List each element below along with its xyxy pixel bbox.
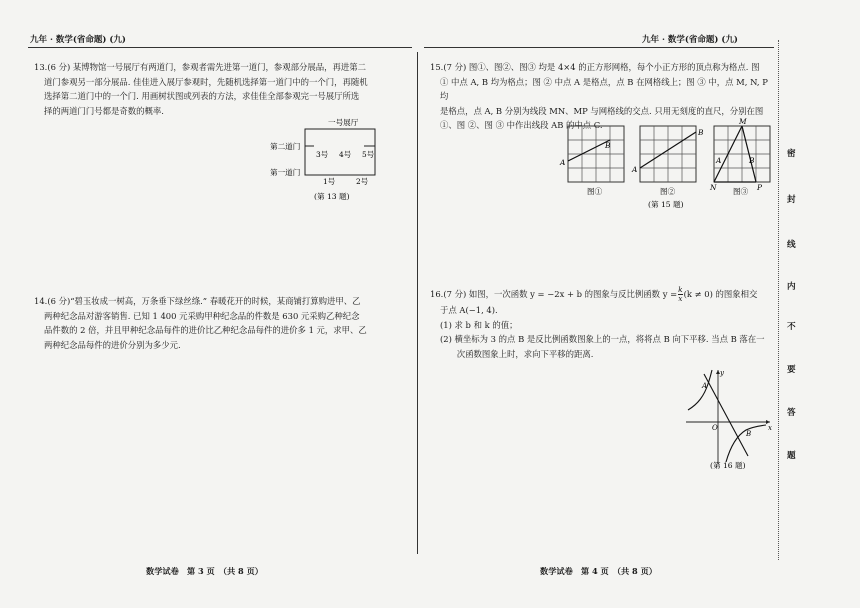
seal-char-4: 内 bbox=[787, 282, 796, 292]
right-header-rule bbox=[424, 47, 774, 48]
q15-figures bbox=[556, 118, 772, 210]
seal-char-8: 题 bbox=[787, 451, 796, 461]
q14-line-3: 品件数的 2 倍，并且甲种纪念品每件的进价比乙种纪念品每件的进价多 1 元，求甲、乙 bbox=[44, 325, 367, 336]
q16-label-y: y bbox=[720, 369, 724, 377]
q15-caption: (第 15 题) bbox=[648, 200, 684, 209]
q15-fig3-point-p: P bbox=[757, 183, 762, 192]
seal-dashed-line bbox=[778, 40, 779, 560]
q15-fig3-point-n: N bbox=[710, 183, 717, 192]
q14-line-1: 14.(6 分)“碧玉妆成一树高，万条垂下绿丝绦.” 春暖花开的时候，某商铺打算购进甲、乙 bbox=[34, 296, 361, 306]
q16-line-1-after: (k ≠ 0) 的图象相交 bbox=[683, 289, 758, 299]
left-page-footer: 数学试卷 第 3 页 （共 8 页） bbox=[146, 566, 263, 576]
question-14 bbox=[34, 294, 404, 352]
q16-line-1 bbox=[430, 286, 775, 303]
q13-door-4: 4号 bbox=[339, 150, 352, 159]
q15-line-4: ①、图 ②、图 ③ 中作出线段 AB 的中点 C. bbox=[440, 120, 603, 131]
q13-first-gate-label: 第一道门 bbox=[270, 168, 301, 177]
q15-fig1-point-b: B bbox=[605, 141, 611, 150]
q15-line-2: ① 中点 A, B 均为格点；图 ② 中点 A 是格点，点 B 在网格线上；图 ③ 中，点 M, N, P 均 bbox=[440, 76, 768, 102]
seal-char-1: 密 bbox=[787, 149, 796, 159]
q13-second-gate-label: 第二道门 bbox=[270, 142, 301, 151]
q16-hyperbola-branch-left bbox=[688, 370, 712, 410]
q16-label-x: x bbox=[768, 424, 772, 432]
q16-fraction-numerator: k bbox=[678, 285, 683, 294]
q16-label-o: O bbox=[712, 424, 718, 432]
q15-fig3-point-b: B bbox=[749, 156, 755, 165]
q16-label-a: A bbox=[702, 382, 708, 390]
right-page-footer: 数学试卷 第 4 页 （共 8 页） bbox=[540, 566, 657, 576]
q15-fig1-caption: 图① bbox=[587, 187, 603, 196]
seal-char-2: 封 bbox=[787, 195, 796, 205]
q15-grid-1 bbox=[559, 126, 624, 196]
seal-char-7: 答 bbox=[787, 408, 796, 418]
q15-fig3-point-a: A bbox=[716, 156, 722, 165]
q16-line-3: (1) 求 b 和 k 的值； bbox=[440, 319, 518, 330]
seal-char-3: 线 bbox=[787, 240, 796, 250]
q15-fig2-caption: 图② bbox=[660, 187, 676, 196]
q15-fig3-caption: 图③ bbox=[733, 187, 749, 196]
q16-fraction-denominator: x bbox=[678, 294, 683, 303]
q13-line-3: 选择第二道门中的一个门. 用画树状图或列表的方法，求佳佳全部参观完一号展厅所选 bbox=[44, 91, 360, 102]
q13-line-2: 道门参观另一部分展品. 佳佳进入展厅参观时，先随机选择第一道门中的一个门，再随机 bbox=[44, 76, 368, 87]
q15-line-1: 15.(7 分) 图①、图②、图③ 均是 4×4 的正方形网格，每个小正方形的顶点称为格点. 图 bbox=[430, 62, 760, 72]
q15-grid-3 bbox=[709, 118, 770, 196]
q13-caption: (第 13 题) bbox=[314, 192, 350, 201]
q13-door-2: 2号 bbox=[356, 177, 369, 186]
q13-line-1: 13.(6 分) 某博物馆一号展厅有两道门，参观者需先进第一道门，参观部分展品，再进第二 bbox=[34, 62, 367, 72]
q16-line-4: (2) 横坐标为 3 的点 B 是反比例函数图象上的一点，将将点 B 向下平移. 当点 B 落在一 bbox=[440, 334, 765, 345]
q14-line-2: 两种纪念品对游客销售. 已知 1 400 元采购甲种纪念品的件数是 630 元采购乙种纪念 bbox=[44, 310, 360, 321]
q15-grid-2 bbox=[631, 126, 704, 196]
question-16 bbox=[430, 286, 775, 361]
left-page-header: 九年 · 数学(省命题) (九) bbox=[30, 35, 126, 45]
right-page-header: 九年 · 数学(省命题) (九) bbox=[642, 35, 738, 45]
q16-label-b: B bbox=[746, 430, 752, 438]
q13-line-4: 择的两道门门号都是奇数的概率. bbox=[44, 105, 164, 116]
question-13 bbox=[34, 60, 404, 118]
q13-door-3: 3号 bbox=[316, 150, 329, 159]
q16-caption: (第 16 题) bbox=[710, 461, 746, 470]
q15-line-3: 是格点，点 A, B 分别为线段 MN、MP 与网格线的交点. 只用无刻度的直尺，分别在图 bbox=[440, 105, 764, 116]
q16-line-1-before: 16.(7 分) 如图，一次函数 y = −2x + b 的图象与反比例函数 y = bbox=[430, 289, 678, 299]
seal-char-5: 不 bbox=[787, 322, 796, 332]
q16-fraction bbox=[678, 286, 682, 303]
q14-line-4: 两种纪念品每件的进价分别为多少元. bbox=[44, 339, 181, 350]
q16-linear-function bbox=[704, 374, 748, 456]
q16-line-5: 次函数图象上时，求向下平移的距离. bbox=[440, 348, 594, 359]
left-header-rule bbox=[28, 47, 412, 48]
q15-fig3-point-m: M bbox=[739, 118, 747, 126]
q15-fig2-point-a: A bbox=[632, 165, 638, 174]
q15-fig1-segment-ab bbox=[568, 140, 610, 161]
q13-door-1: 1号 bbox=[323, 177, 336, 186]
q13-door-5: 5号 bbox=[362, 150, 375, 159]
q15-fig2-point-b: B bbox=[698, 128, 704, 137]
seal-char-6: 要 bbox=[787, 365, 796, 375]
q16-line-2: 于点 A(−1, 4). bbox=[440, 305, 498, 315]
q13-hall-label: 一号展厅 bbox=[328, 118, 359, 127]
q16-figure bbox=[680, 366, 776, 470]
q13-figure bbox=[260, 116, 410, 202]
q15-fig1-point-a: A bbox=[560, 158, 566, 167]
page-divider bbox=[417, 52, 418, 554]
